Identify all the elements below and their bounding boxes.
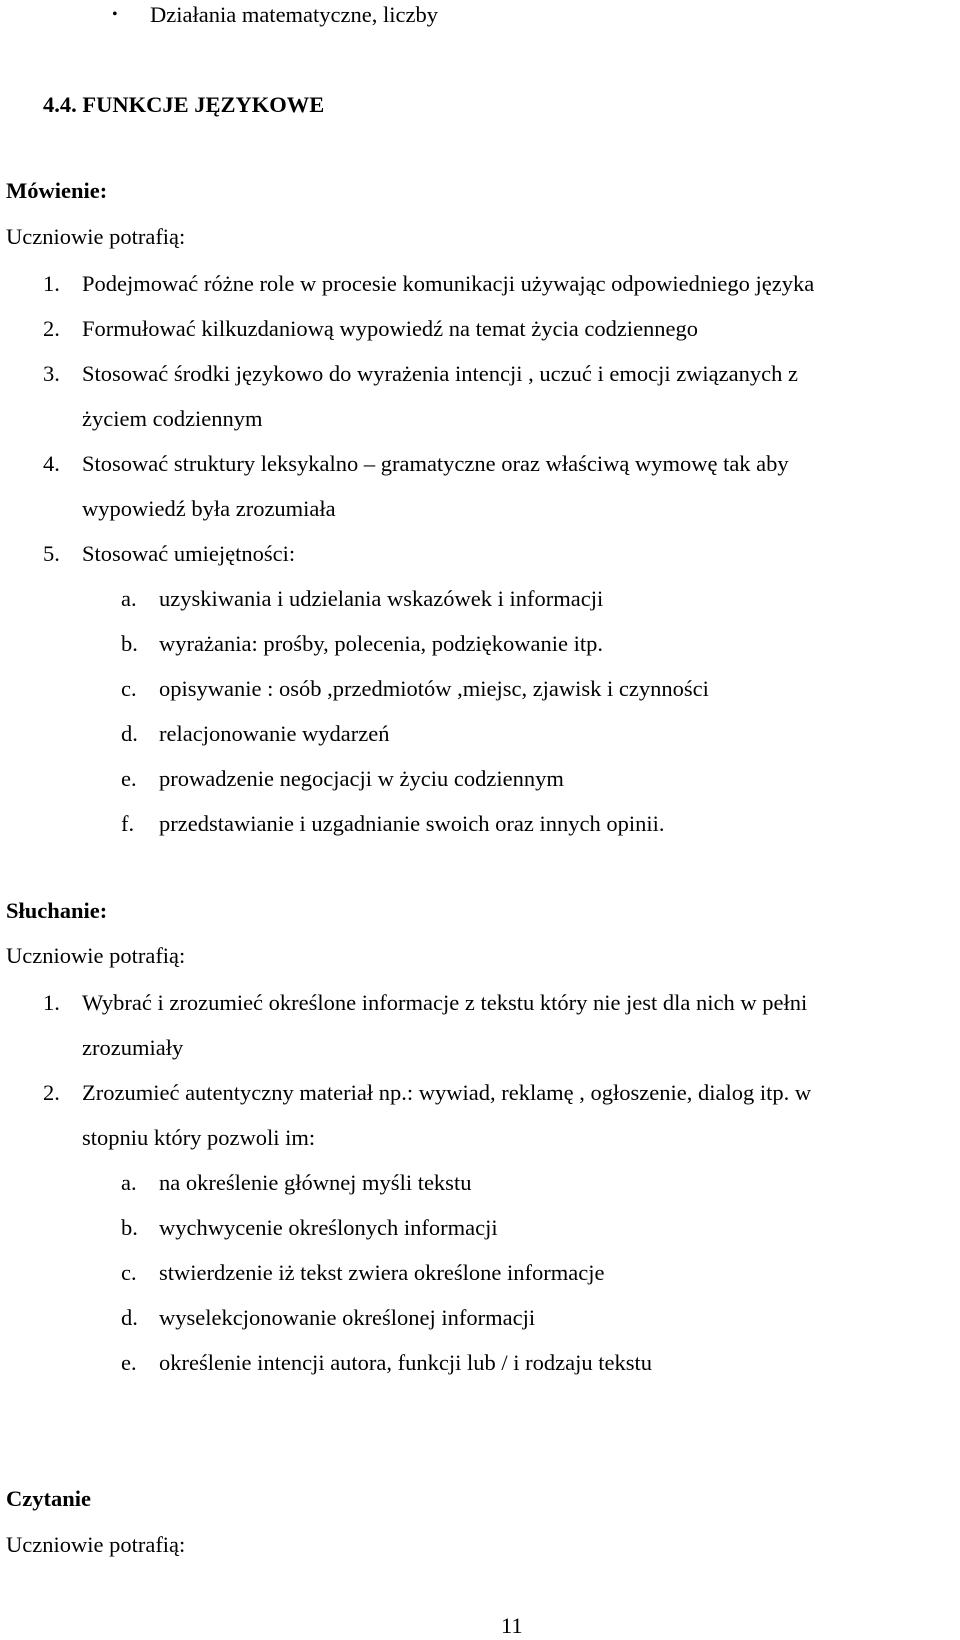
- sublist-item-letter: a.: [121, 586, 137, 611]
- sublist-item-text: przedstawianie i uzgadnianie swoich oraz innych opinii.: [159, 811, 665, 836]
- sublist-item-text: wychwycenie określonych informacji: [159, 1215, 498, 1240]
- reading-heading: Czytanie: [6, 1486, 91, 1511]
- list-item-text: Wybrać i zrozumieć określone informacje z tekstu który nie jest dla nich w pełni: [82, 990, 808, 1015]
- sublist-item-letter: c.: [121, 1260, 137, 1285]
- sublist-item-text: opisywanie : osób ,przedmiotów ,miejsc, zjawisk i czynności: [159, 676, 709, 701]
- sublist-item-text: stwierdzenie iż tekst zwiera określone informacje: [159, 1260, 605, 1285]
- sublist-item-text: uzyskiwania i udzielania wskazówek i informacji: [159, 586, 604, 611]
- listening-heading: Słuchanie:: [6, 898, 108, 923]
- list-item-number: 3.: [43, 361, 60, 386]
- listening-intro: Uczniowie potrafią:: [6, 943, 186, 968]
- speaking-heading: Mówienie:: [6, 178, 108, 203]
- sublist-item-letter: c.: [121, 676, 137, 701]
- sublist-item-letter: b.: [121, 1215, 138, 1240]
- sublist-item-text: na określenie głównej myśli tekstu: [159, 1170, 472, 1195]
- sublist-item-letter: a.: [121, 1170, 137, 1195]
- list-item-number: 1.: [43, 990, 60, 1015]
- bullet-icon: •: [112, 6, 118, 23]
- list-item-text: Stosować struktury leksykalno – gramatyczne oraz właściwą wymowę tak aby: [82, 451, 789, 476]
- list-item-text-continued: stopniu który pozwoli im:: [82, 1125, 316, 1150]
- sublist-item-text: prowadzenie negocjacji w życiu codziennym: [159, 766, 564, 791]
- list-item-text: Formułować kilkuzdaniową wypowiedź na temat życia codziennego: [82, 316, 699, 341]
- sublist-item-letter: d.: [121, 1305, 138, 1330]
- list-item-number: 2.: [43, 316, 60, 341]
- list-item-text: Stosować środki językowo do wyrażenia intencji , uczuć i emocji związanych z: [82, 361, 798, 386]
- page-number: 11: [501, 1613, 523, 1638]
- list-item-number: 5.: [43, 541, 60, 566]
- sublist-item-letter: e.: [121, 1350, 137, 1375]
- sublist-item-text: wyrażania: prośby, polecenia, podziękowanie itp.: [159, 631, 604, 656]
- sublist-item-text: wyselekcjonowanie określonej informacji: [159, 1305, 536, 1330]
- speaking-intro: Uczniowie potrafią:: [6, 224, 186, 249]
- list-item-text: Stosować umiejętności:: [82, 541, 296, 566]
- list-item-number: 4.: [43, 451, 60, 476]
- list-item-text-continued: wypowiedź była zrozumiała: [82, 496, 336, 521]
- sublist-item-letter: e.: [121, 766, 137, 791]
- sublist-item-text: relacjonowanie wydarzeń: [159, 721, 390, 746]
- section-heading: 4.4. FUNKCJE JĘZYKOWE: [43, 92, 325, 117]
- list-item-text-continued: życiem codziennym: [82, 406, 263, 431]
- list-item-text: Zrozumieć autentyczny materiał np.: wywiad, reklamę , ogłoszenie, dialog itp. w: [82, 1080, 812, 1105]
- list-item-number: 2.: [43, 1080, 60, 1105]
- sublist-item-letter: b.: [121, 631, 138, 656]
- sublist-item-text: określenie intencji autora, funkcji lub / i rodzaju tekstu: [159, 1350, 652, 1375]
- list-item-text-continued: zrozumiały: [82, 1035, 184, 1060]
- list-item-text: Podejmować różne role w procesie komunikacji używając odpowiedniego języka: [82, 271, 815, 296]
- list-item-number: 1.: [43, 271, 60, 296]
- sublist-item-letter: f.: [121, 811, 135, 836]
- sublist-item-letter: d.: [121, 721, 138, 746]
- reading-intro: Uczniowie potrafią:: [6, 1532, 186, 1557]
- bullet-text: Działania matematyczne, liczby: [150, 2, 438, 27]
